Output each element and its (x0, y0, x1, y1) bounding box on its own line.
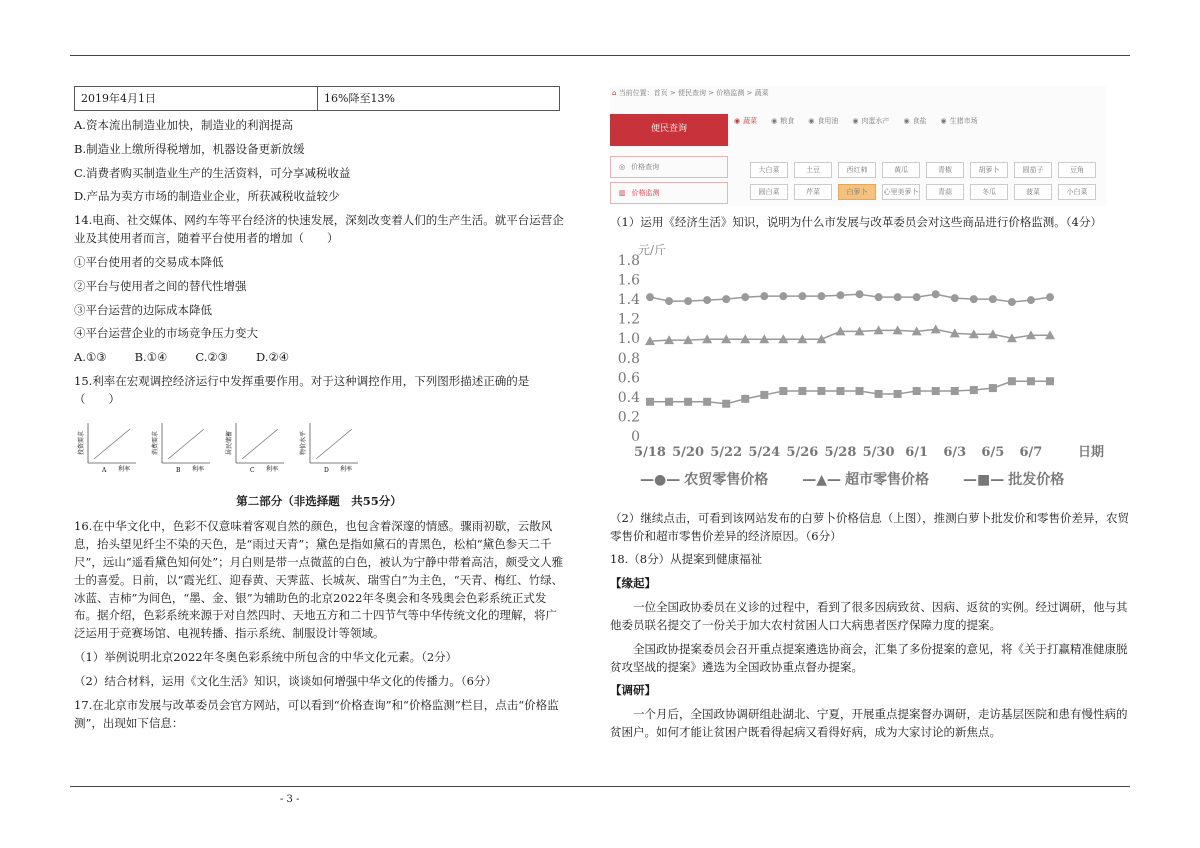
q16-stem: 16.在中华文化中，色彩不仅意味着客观自然的颜色，也包含着深邃的情感。骤雨初歇，云散风息，抬头望见纤尘不染的天色，是“雨过天青”；黛色是指如黛石的青黑色，松柏“黛色参天二千尺”，远山“遥看黛色知何处”；月白则是带一点微蓝的白色，被认为宁静中带着高洁，颇受文人雅士的喜爱。日前，以“霞光红、迎春黄、天霁蓝、长城灰、瑞雪白”为主色，“天青、梅红、竹绿、冰蓝、吉柿”为间色，“墨、金、银”为辅助色的北京2022年冬奥会和冬残奥会色彩系统正式发布。据介绍，色彩系统来源于对自然四时、天地五方和二十四节气等中华传统文化的理解，将广泛运用于竞赛场馆、电视转播、指示系统、制服设计等领域。 (74, 519, 564, 641)
q14-option-a: A.①③ (74, 350, 107, 365)
q18-title: 18.（8分）从提案到健康福祉 (610, 552, 763, 567)
category-icon: ◉ (734, 117, 741, 125)
x-tick-label: 5/20 (672, 444, 705, 460)
q17-stem: 17.在北京市发展与改革委员会官方网站，可以看到“价格查询”和“价格监测”栏目，点击“价格监测”，出现如下信息： (74, 697, 559, 730)
data-point (836, 291, 844, 299)
chart-icon: ▥ (619, 188, 626, 197)
category-tabs (734, 116, 978, 127)
data-point (646, 398, 654, 406)
vegetable-button[interactable]: 圆茄子 (1014, 162, 1052, 178)
legend-item (802, 470, 929, 492)
q14-stem: 14.电商、社交媒体、网约车等平台经济的快速发展，深刻改变着人们的生产生活。就平台运营企业及其使用者而言，随着平台使用者的增加（ ） (74, 213, 564, 246)
price-website-screenshot (610, 86, 1106, 206)
x-axis-label: 日期 (1078, 444, 1105, 460)
top-rule (70, 55, 1130, 56)
y-tick-label: 1.4 (617, 291, 640, 308)
x-tick-label: 5/30 (862, 444, 895, 460)
y-tick-label: 0 (631, 428, 640, 445)
data-point (817, 292, 825, 300)
data-point (913, 293, 921, 301)
q17-sub2: （2）继续点击，可看到该网站发布的白萝卜价格信息（上图），推测白萝卜批发价和零售价差异，农贸零售价和超市零售价差异的经济原因。（6分） (610, 510, 1130, 543)
data-point (932, 290, 940, 298)
right-column (610, 86, 1130, 748)
legend-marker-icon: —▲— (802, 471, 841, 488)
q15-graph-xlabel: 利率 (266, 465, 279, 473)
data-point (970, 386, 978, 394)
q15-graph-a (74, 419, 140, 475)
data-point (665, 297, 673, 305)
q18-heading-research: 【调研】 (610, 683, 656, 698)
vegetable-button[interactable]: 青蒜 (926, 184, 964, 200)
q15-graph-letter: C (250, 466, 255, 474)
data-point (1046, 293, 1054, 301)
data-point (894, 390, 902, 398)
legend-marker-icon: —●— (640, 471, 681, 488)
legend-label: 超市零售价格 (845, 471, 929, 488)
q14-option-b: B.①④ (134, 350, 168, 365)
category-tab-label: 蔬菜 (743, 117, 758, 125)
category-tab[interactable] (808, 116, 838, 127)
q15-graph-ylabel: 投资需求 (78, 430, 85, 455)
y-axis-label: 元/斤 (638, 242, 667, 257)
category-icon: ◉ (852, 117, 859, 125)
q15-graph-xlabel: 利率 (340, 465, 353, 473)
category-icon: ◉ (808, 117, 815, 125)
table-cell-rate: 16%降至13% (318, 87, 560, 111)
q18-para-2: 全国政协提案委员会召开重点提案遴选协商会，汇集了多份提案的意见，将《关于打赢精准健康脱贫攻坚战的提案》遴选为全国政协重点督办提案。 (610, 641, 1128, 674)
data-point (951, 294, 959, 302)
vegetable-button[interactable]: 西红柿 (838, 162, 876, 178)
y-tick-label: 0.6 (617, 370, 640, 387)
data-point (760, 391, 768, 399)
data-point (760, 292, 768, 300)
x-tick-label: 5/28 (824, 444, 857, 460)
data-point (684, 398, 692, 406)
x-tick-label: 5/18 (634, 444, 666, 460)
q15-graph-letter: B (176, 466, 181, 474)
tax-table (74, 86, 560, 111)
y-tick-label: 0.2 (617, 409, 640, 426)
data-point (951, 387, 959, 395)
data-point (741, 293, 749, 301)
price-chart (610, 238, 1105, 506)
x-tick-label: 5/24 (748, 444, 781, 460)
q14-item-3: ③平台运营的边际成本降低 (74, 302, 212, 317)
price-line-chart (610, 238, 1105, 468)
data-point (741, 395, 749, 403)
vegetable-button[interactable]: 菠菜 (1014, 184, 1052, 200)
q15-graph-letter: A (102, 466, 107, 474)
legend-label: 农贸零售价格 (684, 471, 769, 488)
legend-marker-icon: —■— (963, 471, 1005, 488)
x-tick-label: 6/3 (943, 444, 967, 460)
q15-graph-xlabel: 利率 (192, 465, 205, 473)
q15-graph-ylabel: 物价水平 (300, 430, 307, 455)
vegetable-button[interactable]: 白萝卜 (838, 184, 876, 200)
q17-sub1: （1）运用《经济生活》知识，说明为什么市发展与改革委员会对这些商品进行价格监测。（4分） (610, 215, 1102, 229)
q15-stem: 15.利率在宏观调控经济运行中发挥重要作用。对于这种调控作用，下列图形描述正确的是（ ） (74, 373, 530, 406)
data-point (779, 292, 787, 300)
data-point (1008, 377, 1016, 385)
category-tab-label: 生猪市场 (949, 117, 978, 125)
data-point (875, 293, 883, 301)
data-point (894, 293, 902, 301)
vegetable-button[interactable]: 豆角 (1058, 162, 1096, 178)
y-tick-label: 1.0 (617, 331, 640, 348)
data-point (1008, 298, 1016, 306)
x-tick-label: 5/26 (786, 444, 819, 460)
category-tab[interactable] (903, 116, 926, 127)
q14-item-2: ②平台与使用者之间的替代性增强 (74, 278, 247, 293)
vegetable-button[interactable]: 大白菜 (750, 162, 788, 178)
category-tab[interactable] (941, 116, 978, 127)
vegetable-button[interactable]: 心里美萝卜 (882, 184, 920, 200)
legend-item (640, 470, 768, 492)
q15-graph-ylabel: 消费需求 (152, 430, 159, 455)
q15-graph-b (148, 419, 214, 475)
data-point (703, 398, 711, 406)
vegetable-button[interactable]: 芹菜 (794, 184, 832, 200)
q18-para-1: 一位全国政协委员在义诊的过程中，看到了很多因病致贫、因病、返贫的实例。经过调研，他与其他委员联名提交了一份关于加大农村贫困人口大病患者医疗保障力度的提案。 (610, 600, 1128, 632)
x-tick-label: 5/22 (710, 444, 743, 460)
vegetable-button[interactable]: 冬瓜 (970, 184, 1008, 200)
q13-option-d: D.产品为卖方市场的制造业企业，所获减税收益较少 (74, 189, 340, 204)
vegetable-button[interactable]: 土豆 (794, 162, 832, 178)
side-menu (610, 156, 728, 208)
table-cell-date: 2019年4月1日 (75, 87, 318, 111)
data-point (798, 292, 806, 300)
x-tick-label: 6/1 (905, 444, 929, 460)
category-tab[interactable] (734, 116, 757, 127)
data-point (836, 387, 844, 395)
q15-graph-line (242, 429, 278, 459)
data-point (1027, 377, 1035, 385)
q16-sub1: （1）举例说明北京2022年冬奥色彩系统中所包含的中华文化元素。（2分） (74, 650, 458, 665)
page-number: - 3 - (280, 794, 300, 805)
data-point (989, 295, 997, 303)
banner-title: 便民查询 (610, 114, 728, 146)
x-tick-label: 6/7 (1019, 444, 1043, 460)
data-point (817, 387, 825, 395)
q18-para-3: 一个月后，全国政协调研组赴湖北、宁夏，开展重点提案督办调研，走访基层医院和患有慢性病的贫困户。如何才能让贫困户既看得起病又看得好病，成为大家讨论的新焦点。 (610, 707, 1128, 739)
vegetable-button[interactable]: 胡萝卜 (970, 162, 1008, 178)
data-point (856, 387, 864, 395)
legend-label: 批发价格 (1008, 471, 1065, 488)
chart-legend (640, 470, 1064, 492)
menu-item-price-query[interactable]: ◎ 价格查询 (610, 156, 728, 178)
category-icon: ◉ (771, 117, 778, 125)
q15-graph-letter: D (324, 466, 329, 474)
y-tick-label: 1.2 (617, 311, 640, 328)
data-point (798, 387, 806, 395)
q14-option-c: C.②③ (195, 350, 228, 365)
data-point (646, 293, 654, 301)
bottom-rule (70, 786, 1130, 787)
category-tab-label: 食盐 (912, 117, 927, 125)
vegetable-button[interactable]: 小白菜 (1058, 184, 1096, 200)
q14-options (74, 349, 564, 367)
category-tab-label: 粮食 (780, 117, 795, 125)
y-tick-label: 1.8 (617, 252, 640, 269)
data-point (779, 387, 787, 395)
legend-item (963, 470, 1064, 492)
data-point (970, 295, 978, 303)
home-icon: ⌂ (612, 89, 617, 97)
data-point (856, 290, 864, 298)
data-point (722, 400, 730, 408)
data-point (931, 324, 941, 333)
q13-option-b: B.制造业上缴所得税增加，机器设备更新放缓 (74, 141, 305, 156)
q13-option-a: A.资本流出制造业加快，制造业的利润提高 (74, 118, 293, 133)
vegetable-button[interactable]: 黄瓜 (882, 162, 920, 178)
q15-graphs (74, 419, 564, 475)
category-icon: ◉ (903, 117, 910, 125)
data-point (913, 387, 921, 395)
data-point (722, 295, 730, 303)
circle-icon: ◎ (619, 162, 626, 171)
q15-graph-c (222, 419, 288, 475)
q16-sub2: （2）结合材料，运用《文化生活》知识，谈谈如何增强中华文化的传播力。（6分） (74, 673, 497, 688)
left-column (74, 86, 564, 738)
section-title: 第二部分（非选择题 共55分） (236, 493, 402, 508)
category-tab-label: 肉蛋水产 (861, 117, 890, 125)
q15-graph-line (168, 429, 204, 459)
q15-graph-line (94, 429, 130, 459)
q14-item-1: ①平台使用者的交易成本降低 (74, 254, 224, 269)
x-tick-label: 6/5 (981, 444, 1005, 460)
y-tick-label: 0.4 (617, 389, 640, 406)
category-tab[interactable] (771, 116, 794, 127)
y-tick-label: 0.8 (617, 350, 640, 367)
q15-graph-ylabel: 居民储蓄 (226, 430, 233, 455)
category-tab[interactable] (852, 116, 889, 127)
category-icon: ◉ (940, 117, 947, 125)
data-point (684, 297, 692, 305)
q15-graph-line (316, 429, 352, 459)
q15-graph-xlabel: 利率 (118, 465, 131, 473)
data-point (932, 387, 940, 395)
breadcrumb: ⌂ 当前位置：首页 > 便民查询 > 价格监测 > 蔬菜 (612, 89, 769, 97)
data-point (1046, 377, 1054, 385)
vegetable-button[interactable]: 青椒 (926, 162, 964, 178)
data-point (875, 390, 883, 398)
q13-option-c: C.消费者购买制造业生产的生活资料，可分享减税收益 (74, 165, 351, 180)
vegetable-button[interactable]: 圆白菜 (750, 184, 788, 200)
y-tick-label: 1.6 (617, 272, 640, 289)
data-point (989, 384, 997, 392)
vegetable-grid (750, 162, 1096, 200)
q14-option-d: D.②④ (256, 350, 290, 365)
menu-item-price-monitor[interactable]: ▥ 价格监测 (610, 182, 728, 204)
data-point (665, 398, 673, 406)
category-tab-label: 食用油 (817, 117, 839, 125)
q15-graph-d (296, 419, 362, 475)
data-point (703, 296, 711, 304)
data-point (1027, 296, 1035, 304)
q18-heading-origin: 【缘起】 (610, 576, 656, 591)
q14-item-4: ④平台运营企业的市场竞争压力变大 (74, 326, 258, 341)
